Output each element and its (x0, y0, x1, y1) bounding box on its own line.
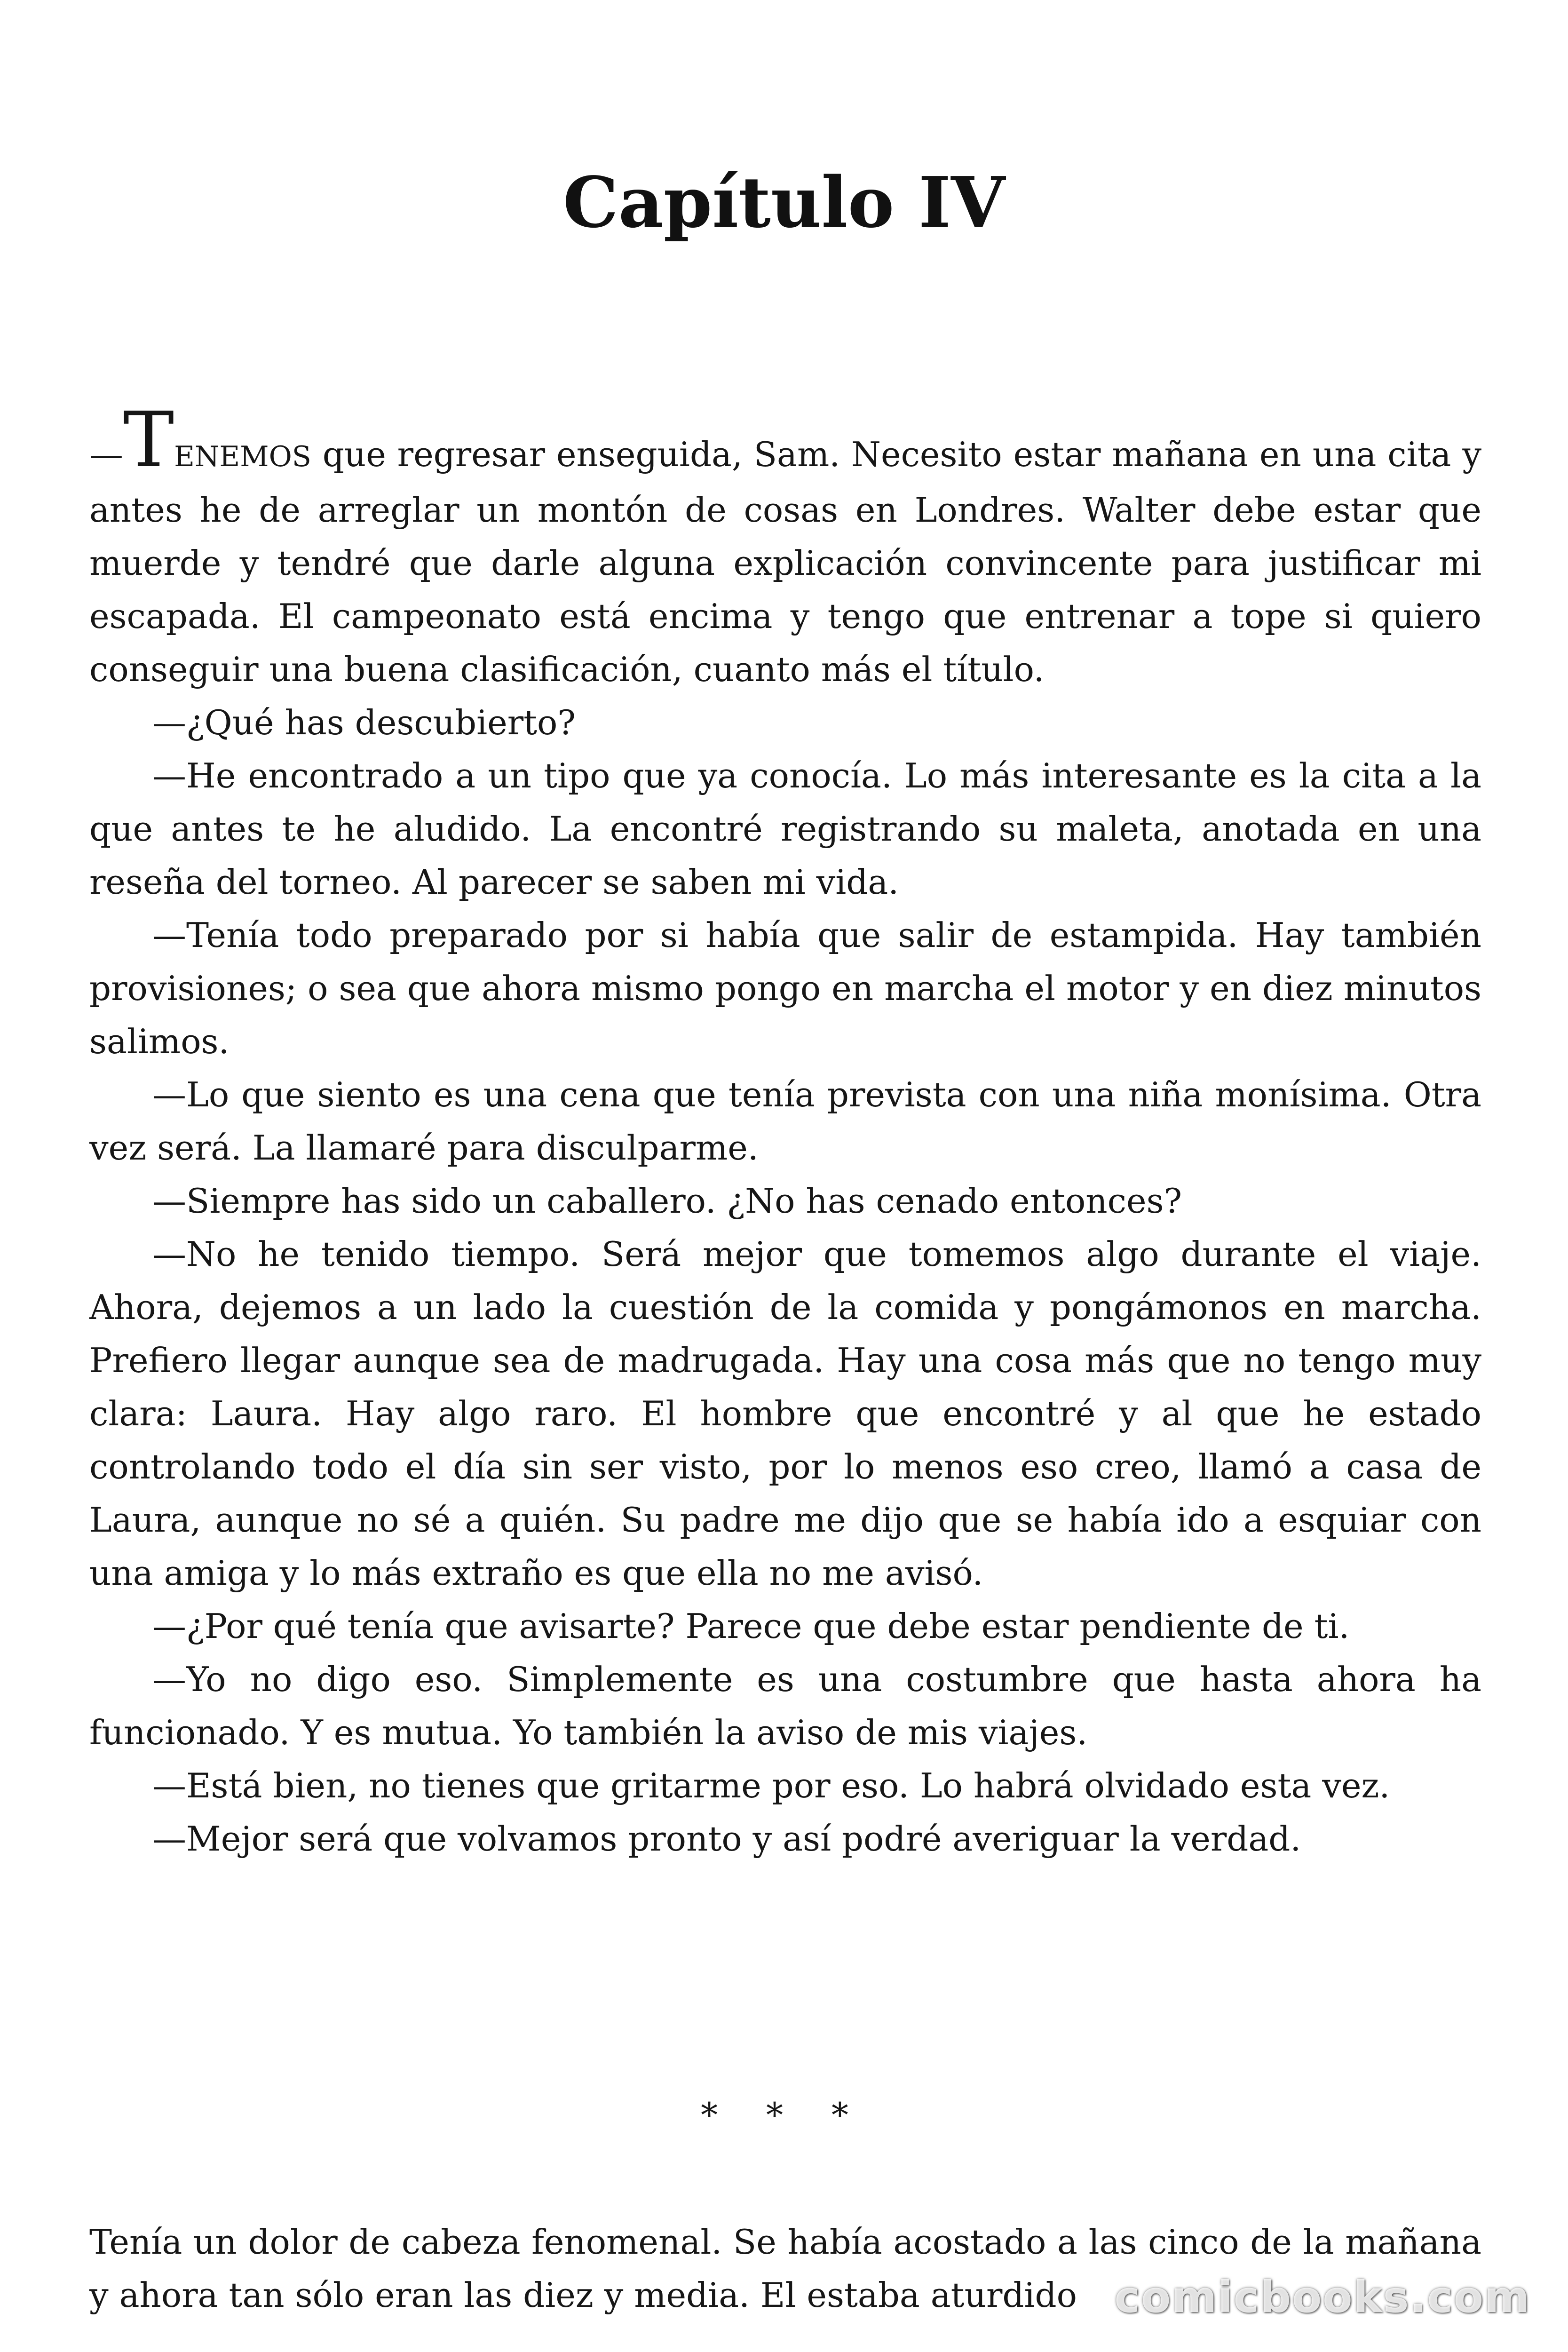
paragraph: —¿Por qué tenía que avisarte? Parece que debe estar pendiente de ti. (152, 1606, 1350, 1646)
paragraph: —¿Qué has descubierto? (152, 703, 576, 742)
paragraph: —Tenía todo preparado por si había que salir de estampida. Hay también provisiones; o sea que ahora mismo pongo en marcha el motor y en diez minutos salimos. (89, 915, 1481, 1061)
first-paragraph (89, 396, 1481, 696)
paragraph: —He encontrado a un tipo que ya conocía. Lo más interesante es la cita a la que antes te he aludido. La encontré registrando su maleta, anotada en una reseña del torneo. Al parecer se saben mi vida. (89, 756, 1481, 902)
drop-cap: T (123, 396, 174, 485)
watermark: comicbooks.com (1114, 2272, 1530, 2322)
first-paragraph-text: que regresar enseguida, Sam. Necesito estar mañana en una cita y antes he de arreglar un montón de cosas en Londres. Walter debe estar que muerde y tendré que darle alguna explicación convincente para justificar mi escapada. El campeonato está encima y tengo que entrenar a tope si quiero conseguir una buena clasificación, cuanto más el título. (89, 435, 1481, 689)
chapter-title: Capítulo IV (563, 161, 1005, 243)
paragraph: —Lo que siento es una cena que tenía prevista con una niña monísima. Otra vez será. La llamaré para disculparme. (89, 1075, 1481, 1168)
paragraph: —Está bien, no tienes que gritarme por eso. Lo habrá olvidado esta vez. (152, 1766, 1390, 1805)
paragraph: —No he tenido tiempo. Será mejor que tomemos algo durante el viaje. Ahora, dejemos a un lado la cuestión de la comida y pongámonos en marcha. Prefiero llegar aunque sea de madrugada. Hay una cosa más que no tengo muy clara: Laura. Hay algo raro. El hombre que encontré y al que he estado controlando todo el día sin ser visto, por lo menos eso creo, llamó a casa de Laura, aunque no sé a quién. Su padre me dijo que se había ido a esquiar con una amiga y lo más extraño es que ella no me avisó. (89, 1234, 1481, 1593)
paragraph: —Yo no digo eso. Simplemente es una costumbre que hasta ahora ha funcionado. Y es mutua. Yo también la aviso de mis viajes. (89, 1660, 1481, 1752)
lead-dash: — (89, 435, 123, 474)
section-separator: * * * (701, 2095, 867, 2135)
small-caps-word: ENEMOS (174, 440, 311, 473)
paragraph: —Mejor será que volvamos pronto y así podré averiguar la verdad. (152, 1819, 1301, 1859)
chapter-body (89, 396, 1481, 1866)
paragraph: Tenía un dolor de cabeza fenomenal. Se había acostado a las cinco de la mañana y ahora tan sólo eran las diez y media. El estaba aturdido (89, 2222, 1481, 2315)
paragraph: —Siempre has sido un caballero. ¿No has cenado entonces? (152, 1181, 1182, 1221)
